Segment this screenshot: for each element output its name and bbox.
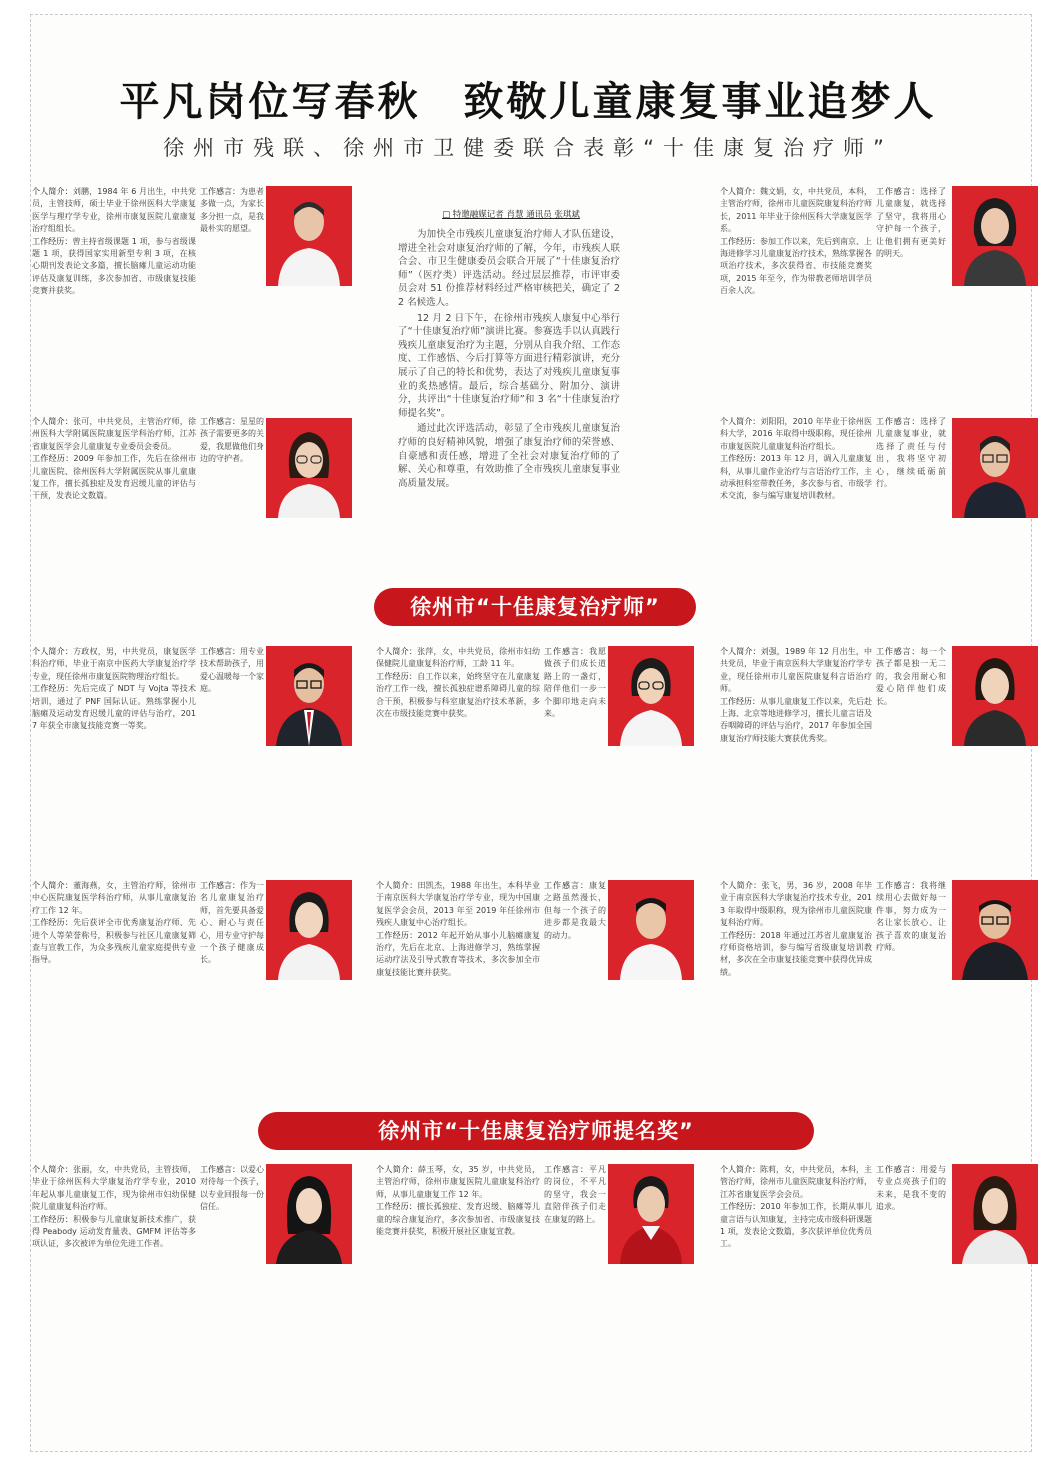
page-subtitle: 徐州市残联、徐州市卫健委联合表彰“十佳康复治疗师” <box>163 136 893 160</box>
profile-text: 个人简介：刘强，1989 年 12 月出生，中共党员，毕业于南京医科大学康复治疗学专业，现任徐州市儿童医院康复科言语治疗师。 工作经历：从事儿童康复工作以来，先后赴上海、北京等地进修学习，擅长儿童言语及吞咽障碍的评估与治疗，2017 年参加全国康复治疗师技能大赛获优秀奖。 <box>720 647 872 743</box>
profile-text: 个人简介：董海燕，女，主管治疗师，徐州市中心医院康复医学科治疗师，从事儿童康复治疗工作 12 年。 工作经历：先后获评全市优秀康复治疗师、先进个人等荣誉称号，积极参与社区儿童康复筛查与宣教工作，为众多残疾儿童家庭提供专业指导。 <box>32 881 196 965</box>
section-banner-top-ten: 徐州市“十佳康复治疗师” <box>374 588 696 626</box>
portrait-photo <box>952 418 1038 518</box>
profile-text: 工作感言：平凡的岗位，不平凡的坚守，我会一直陪伴孩子们走在康复的路上。 <box>544 1165 606 1224</box>
profile-text: 个人简介：陈莉，女，中共党员，本科，主管治疗师，徐州市儿童医院康复科治疗师，江苏省康复医学会会员。 工作经历：2010 年参加工作，长期从事儿童言语与认知康复，主持完成市级科研课题 1 项，发表论文数篇，多次获评单位优秀员工。 <box>720 1165 872 1249</box>
portrait-photo <box>266 186 352 286</box>
portrait-photo <box>266 1164 352 1264</box>
profile-text: 工作感言：我将继续用心去做好每一件事，努力成为一名让家长放心、让孩子喜欢的康复治疗师。 <box>876 881 946 953</box>
intro-article: 为加快全市残疾儿童康复治疗师人才队伍建设，增进全社会对康复治疗师的了解，今年，市残疾人联合会、市卫生健康委员会联合开展了“十佳康复治疗师”（医疗类）评选活动。经过层层推荐，市评审委员会对 51 份推荐材料经过严格审核把关，确定了 22 名候选人。 12 月 2 日下午，在徐州市残疾人康复中心举行了“十佳康复治疗师”演讲比赛。参赛选手以认真践行残疾儿童康复治疗为主题，分别从自我介绍、工作态度、工作感悟、今后打算等方面进行精彩演讲，充分展示了自己的特长和优势，表达了对残疾儿童康复事业的炙热感情。最后，综合基础分、附加分、演讲分，共评出“十佳康复治疗师”和 3 名“十佳康复治疗师提名奖”。 通过此次评选活动，彰显了全市残疾儿童康复治疗师的良好精神风貌，增强了康复治疗师的荣誉感、自豪感和责任感，增进了全社会对康复治疗师的了解、关心和尊重，有效助推了全市残疾儿童康复事业高质量发展。 <box>398 229 620 489</box>
portrait-photo <box>952 1164 1038 1264</box>
profile-text: 个人简介：刘阳阳，2010 年毕业于徐州医科大学，2016 年取得中级职称，现任徐州市康复医院儿童康复科治疗组长。 工作经历：2013 年 12 月，调入儿童康复科，从事儿童作业治疗与言语治疗工作，主动承担科室带教任务，多次参与省、市级学术交流，参与编写康复培训教材。 <box>720 417 872 501</box>
portrait-photo <box>952 880 1038 980</box>
profile-text: 工作感言：选择了儿童康复，就选择了坚守，我将用心守护每一个孩子，让他们拥有更美好的明天。 <box>876 187 946 259</box>
profile-text: 个人简介：方政权，男，中共党员，康复医学科治疗师，毕业于南京中医药大学康复治疗学专业，现任徐州市康复医院物理治疗组长。 工作经历：先后完成了 NDT 与 Vojta 等技术培训，通过了 PNF 国际认证。熟练掌握小儿脑瘫及运动发育迟缓儿童的评估与治疗，2017 年获全市康复技能竞赛一等奖。 <box>32 647 196 731</box>
profile-text: 个人简介：薛玉琴，女，35 岁，中共党员，主管治疗师，徐州市康复医院儿童康复科治疗师，从事儿童康复工作 12 年。 工作经历：擅长孤独症、发育迟缓、脑瘫等儿童的综合康复治疗，多次参加省、市级康复技能竞赛并获奖，积极开展社区康复宣教。 <box>376 1165 540 1237</box>
portrait-photo <box>952 646 1038 746</box>
profile-text: 个人简介：田凯杰，1988 年出生，本科毕业于南京医科大学康复治疗学专业，现为中国康复医学会会员，2013 年至 2019 年任徐州市残疾人康复中心治疗组长。 工作经历：2012 年起开始从事小儿脑瘫康复治疗，先后在北京、上海进修学习，熟练掌握运动疗法及引导式教育等技术，多次参加全市康复技能比赛并获奖。 <box>376 881 540 977</box>
profile-text: 工作感言：每一个孩子都是独一无二的，我会用耐心和爱心陪伴他们成长。 <box>876 647 946 706</box>
portrait-photo <box>608 880 694 980</box>
profile-text: 工作感言：以爱心对待每一个孩子，以专业回报每一份信任。 <box>200 1165 264 1212</box>
portrait-photo <box>266 418 352 518</box>
profile-text: 工作感言：为患者多做一点，为家长多分担一点，是我最朴实的愿望。 <box>200 187 264 234</box>
portrait-photo <box>952 186 1038 286</box>
intro-byline: □ 特邀融媒记者 肖慧 通讯员 张琪斌 <box>442 210 580 220</box>
page-title: 平凡岗位写春秋 致敬儿童康复事业追梦人 <box>119 79 937 125</box>
portrait-photo <box>266 880 352 980</box>
profile-text: 个人简介：张丽，女，中共党员，主管技师，毕业于徐州医科大学康复治疗学专业，2010 年起从事儿童康复工作，现为徐州市妇幼保健院儿童康复科治疗师。 工作经历：积极参与儿童康复新技术推广，获得 Peabody 运动发育量表、GMFM 评估等多项认证，多次被评为单位先进工作者。 <box>32 1165 196 1249</box>
portrait-photo <box>266 646 352 746</box>
profile-text: 个人简介：魏文娟，女，中共党员，本科，主管治疗师，徐州市儿童医院康复科治疗师长，2011 年毕业于徐州医科大学康复医学系。 工作经历：参加工作以来，先后到南京、上海进修学习儿童康复治疗技术，熟练掌握各项治疗技术，多次获得省、市技能竞赛奖项，2015 年至今，作为带教老师培训学员百余人次。 <box>720 187 872 296</box>
profile-text: 个人简介：张飞，男，36 岁，2008 年毕业于南京医科大学康复治疗技术专业，2013 年取得中级职称，现为徐州市儿童医院康复科治疗师。 工作经历：2018 年通过江苏省儿童康复治疗师资格培训，参与编写省级康复培训教材，多次在全市康复技能竞赛中获得优异成绩。 <box>720 881 872 977</box>
portrait-photo <box>608 646 694 746</box>
profile-text: 个人简介：张萍，女，中共党员，徐州市妇幼保健院儿童康复科治疗师，工龄 11 年。 工作经历：自工作以来，始终坚守在儿童康复治疗工作一线，擅长孤独症谱系障碍儿童的综合干预，积极参与科室康复治疗技术革新，多次在市级技能竞赛中获奖。 <box>376 647 540 719</box>
profile-text: 工作感言：作为一名儿童康复治疗师，首先要具备爱心、耐心与责任心，用专业守护每一个孩子健康成长。 <box>200 881 264 965</box>
profile-text: 个人简介：刘鹏，1984 年 6 月出生，中共党员，主管技师，硕士毕业于徐州医科大学康复医学与理疗学专业，徐州市康复医院儿童康复治疗组组长。 工作经历：曾主持省级课题 1 项，参与省级课题 1 项，获得国家实用新型专利 3 项，在核心期刊发表论文多篇，擅长脑瘫儿童运动功能评估及康复训练，多次参加省、市级康复技能竞赛并获奖。 <box>32 187 196 296</box>
portrait-photo <box>608 1164 694 1264</box>
profile-text: 工作感言：选择了儿童康复事业，就选择了责任与付出，我将坚守初心，继续砥砺前行。 <box>876 417 946 489</box>
profile-text: 工作感言：用爱与专业点亮孩子们的未来，是我不变的追求。 <box>876 1165 946 1212</box>
profile-text: 工作感言：康复之路虽然漫长，但每一个孩子的进步都是我最大的动力。 <box>544 881 606 940</box>
profile-text: 工作感言：用专业技术帮助孩子，用爱心温暖每一个家庭。 <box>200 647 264 694</box>
section-banner-nomination: 徐州市“十佳康复治疗师提名奖” <box>258 1112 814 1150</box>
profile-text: 工作感言：我愿做孩子们成长道路上的一盏灯，陪伴他们一步一个脚印地走向未来。 <box>544 647 606 719</box>
profile-text: 工作感言：星星的孩子需要更多的关爱，我愿做他们身边的守护者。 <box>200 417 264 464</box>
profile-text: 个人简介：张可，中共党员，主管治疗师，徐州医科大学附属医院康复医学科治疗师，江苏省康复医学会儿童康复专业委员会委员。 工作经历：2009 年参加工作，先后在徐州市儿童医院、徐州医科大学附属医院从事儿童康复工作，擅长孤独症及发育迟缓儿童的评估与干预，发表论文数篇。 <box>32 417 196 501</box>
